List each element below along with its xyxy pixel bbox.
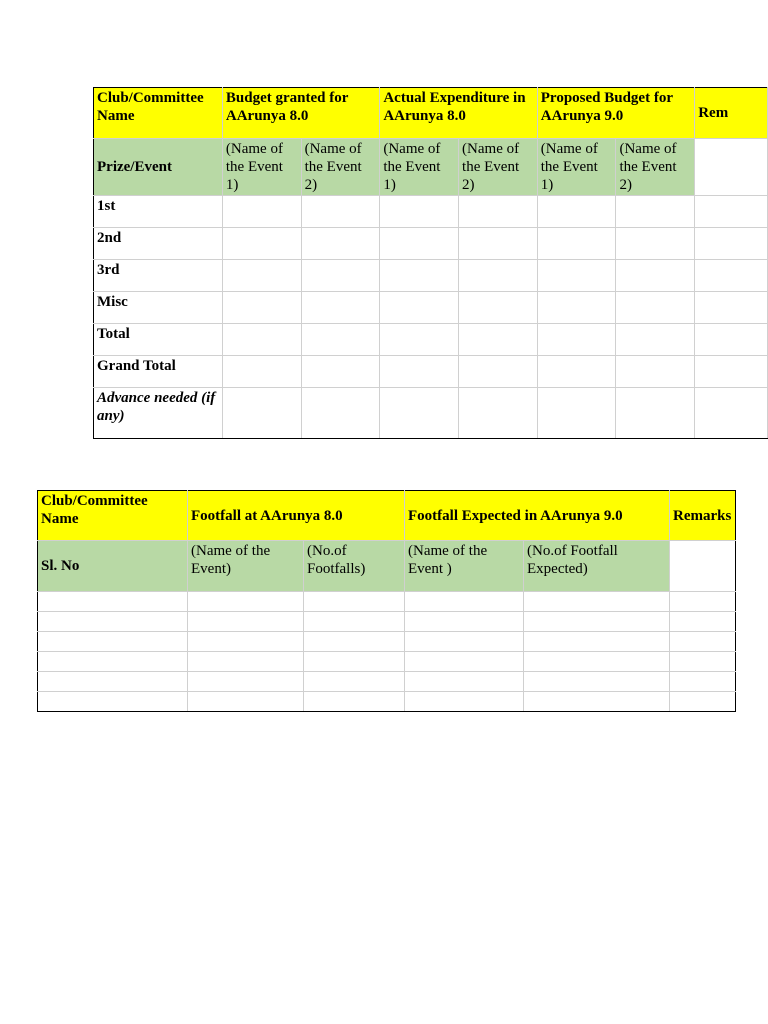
row-label: Total [94, 324, 223, 356]
data-cell[interactable] [670, 632, 736, 652]
data-cell[interactable] [188, 612, 304, 632]
data-cell[interactable] [459, 356, 538, 388]
data-cell[interactable] [405, 612, 524, 632]
header-actual-expenditure: Actual Expenditure in AArunya 8.0 [380, 88, 537, 139]
header-club-name: Club/Committee Name [94, 88, 223, 139]
data-cell[interactable] [670, 672, 736, 692]
data-cell[interactable] [38, 652, 188, 672]
data-cell[interactable] [38, 692, 188, 712]
data-cell[interactable] [222, 260, 301, 292]
data-cell[interactable] [405, 632, 524, 652]
data-cell[interactable] [616, 228, 695, 260]
data-cell[interactable] [301, 196, 380, 228]
subheader-event1: (Name of the Event 1) [380, 139, 459, 196]
data-cell[interactable] [301, 388, 380, 439]
data-cell[interactable] [38, 632, 188, 652]
footfall-table [37, 490, 736, 712]
data-cell[interactable] [670, 612, 736, 632]
header-remarks: Rem [695, 88, 768, 139]
subheader-event1: (Name of the Event 1) [537, 139, 616, 196]
data-cell[interactable] [616, 292, 695, 324]
data-cell[interactable] [537, 260, 616, 292]
data-cell[interactable] [304, 672, 405, 692]
data-cell[interactable] [38, 672, 188, 692]
subheader-no-footfall-expected: (No.of Footfall Expected) [524, 541, 670, 592]
data-cell[interactable] [670, 652, 736, 672]
data-cell[interactable] [380, 292, 459, 324]
data-cell[interactable] [524, 652, 670, 672]
data-cell[interactable] [459, 228, 538, 260]
header-budget-granted: Budget granted for AArunya 8.0 [222, 88, 379, 139]
data-cell[interactable] [38, 592, 188, 612]
data-cell[interactable] [222, 292, 301, 324]
data-cell[interactable] [616, 196, 695, 228]
data-cell[interactable] [459, 388, 538, 439]
row-label: Misc [94, 292, 223, 324]
subheader-event2: (Name of the Event 2) [301, 139, 380, 196]
row-label: 2nd [94, 228, 223, 260]
row-label: Grand Total [94, 356, 223, 388]
data-cell[interactable] [459, 324, 538, 356]
data-cell[interactable] [301, 228, 380, 260]
data-cell[interactable] [616, 388, 695, 439]
data-cell[interactable] [380, 388, 459, 439]
data-cell[interactable] [188, 692, 304, 712]
data-cell[interactable] [380, 260, 459, 292]
data-cell[interactable] [304, 612, 405, 632]
data-cell[interactable] [301, 292, 380, 324]
data-cell[interactable] [695, 324, 768, 356]
budget-table [93, 87, 768, 439]
header-proposed-budget: Proposed Budget for AArunya 9.0 [537, 88, 694, 139]
header-footfall-9: Footfall Expected in AArunya 9.0 [405, 491, 670, 541]
data-cell[interactable] [380, 324, 459, 356]
data-cell[interactable] [670, 692, 736, 712]
data-cell[interactable] [695, 356, 768, 388]
header-club-name: Club/Committee Name [38, 491, 188, 541]
data-cell[interactable] [304, 692, 405, 712]
data-cell[interactable] [188, 592, 304, 612]
data-cell[interactable] [695, 292, 768, 324]
data-cell[interactable] [537, 196, 616, 228]
data-cell[interactable] [537, 292, 616, 324]
data-cell[interactable] [301, 260, 380, 292]
data-cell[interactable] [222, 228, 301, 260]
data-cell[interactable] [222, 356, 301, 388]
data-cell[interactable] [459, 260, 538, 292]
data-cell[interactable] [301, 324, 380, 356]
data-cell[interactable] [524, 632, 670, 652]
subheader-event1: (Name of the Event 1) [222, 139, 301, 196]
data-cell[interactable] [537, 356, 616, 388]
data-cell[interactable] [380, 228, 459, 260]
data-cell[interactable] [616, 356, 695, 388]
subheader-event2: (Name of the Event 2) [616, 139, 695, 196]
subheader-name-event-2: (Name of the Event ) [405, 541, 524, 592]
data-cell[interactable] [380, 356, 459, 388]
data-cell[interactable] [670, 592, 736, 612]
data-cell[interactable] [304, 652, 405, 672]
data-cell[interactable] [459, 292, 538, 324]
data-cell[interactable] [524, 592, 670, 612]
data-cell[interactable] [524, 672, 670, 692]
data-cell[interactable] [188, 652, 304, 672]
data-cell[interactable] [537, 388, 616, 439]
data-cell[interactable] [301, 356, 380, 388]
subheader-event2: (Name of the Event 2) [459, 139, 538, 196]
header-remarks: Remarks [670, 491, 736, 541]
data-cell[interactable] [380, 196, 459, 228]
empty-cell[interactable] [670, 541, 736, 592]
subheader-no-footfalls: (No.of Footfalls) [304, 541, 405, 592]
data-cell[interactable] [537, 228, 616, 260]
data-cell[interactable] [695, 228, 768, 260]
data-cell[interactable] [405, 692, 524, 712]
empty-cell[interactable] [695, 139, 768, 196]
data-cell[interactable] [405, 672, 524, 692]
row-label: 1st [94, 196, 223, 228]
data-cell[interactable] [537, 324, 616, 356]
data-cell[interactable] [405, 652, 524, 672]
data-cell[interactable] [222, 388, 301, 439]
header-footfall-8: Footfall at AArunya 8.0 [188, 491, 405, 541]
subheader-sl-no: Sl. No [38, 541, 188, 592]
data-cell[interactable] [304, 632, 405, 652]
data-cell[interactable] [695, 388, 768, 439]
data-cell[interactable] [459, 196, 538, 228]
subheader-name-event: (Name of the Event) [188, 541, 304, 592]
data-cell[interactable] [695, 260, 768, 292]
data-cell[interactable] [405, 592, 524, 612]
data-cell[interactable] [188, 632, 304, 652]
data-cell[interactable] [38, 612, 188, 632]
data-cell[interactable] [524, 692, 670, 712]
data-cell[interactable] [188, 672, 304, 692]
subheader-prize-event: Prize/Event [94, 139, 223, 196]
data-cell[interactable] [222, 324, 301, 356]
data-cell[interactable] [695, 196, 768, 228]
data-cell[interactable] [616, 260, 695, 292]
row-label: 3rd [94, 260, 223, 292]
data-cell[interactable] [616, 324, 695, 356]
data-cell[interactable] [222, 196, 301, 228]
data-cell[interactable] [524, 612, 670, 632]
data-cell[interactable] [304, 592, 405, 612]
row-label: Advance needed (if any) [94, 388, 223, 439]
